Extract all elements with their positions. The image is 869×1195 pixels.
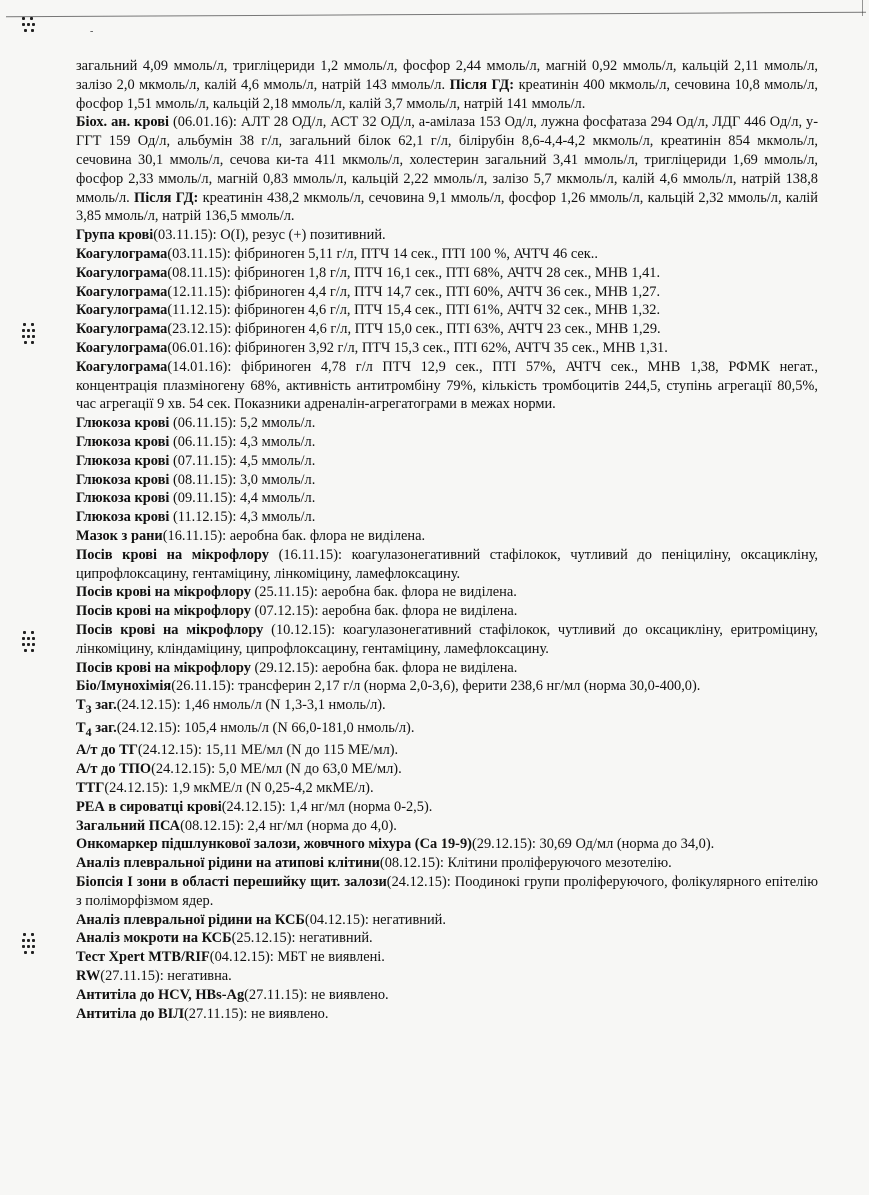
test-result: (06.11.15): 4,3 ммоль/л. <box>169 433 316 450</box>
result-paragraph <box>76 471 818 490</box>
result-paragraph <box>76 677 818 696</box>
test-result: (11.12.15): 4,3 ммоль/л. <box>169 509 316 526</box>
test-name: Глюкоза крові <box>76 433 170 450</box>
test-result: (26.11.15): трансферин 2,17 г/л (норма 2,0-3,6), ферити 238,6 нг/мл (норма 30,0-400,0). <box>171 678 701 695</box>
test-result: (14.01.16): фібриноген 4,78 г/л ПТЧ 12,9 сек., ПТІ 57%, АЧТЧ сек., МНВ 1,38, РФМК негат., концентрація плазміногену 68%, активність антитромбіну 79%, кількість тромбоцитів 244,5, ступінь агрегації 80,5%, час агрегації 9 хв. 54 сек. Показники адреналін-агрегатограми в межах норми. <box>76 358 818 413</box>
test-result: (12.11.15): фібриноген 4,4 г/л, ПТЧ 14,7 сек., ПТІ 60%, АЧТЧ 36 сек., МНВ 1,27. <box>167 283 661 300</box>
result-paragraph <box>76 798 818 817</box>
test-name: 3 <box>85 701 92 716</box>
scan-top-edge <box>6 12 866 18</box>
result-paragraph <box>76 602 818 621</box>
test-result: (08.11.15): фібриноген 1,8 г/л, ПТЧ 16,1 сек., ПТІ 68%, АЧТЧ 28 сек., МНВ 1,41. <box>167 264 661 281</box>
punch-marks-lower <box>22 932 38 956</box>
punch-marks-upper <box>22 322 38 346</box>
test-name: заг. <box>91 697 117 714</box>
test-result: (24.12.15): 1,4 нг/мл (норма 0-2,5). <box>221 798 433 815</box>
test-name: Глюкоза крові <box>76 471 170 488</box>
test-result: (08.12.15): Клітини проліферуючого мезотелію. <box>379 855 672 872</box>
test-name: Коагулограма <box>76 321 168 338</box>
result-paragraph <box>76 659 818 678</box>
test-result: (24.12.15): 1,9 мкМЕ/л (N 0,25-4,2 мкМЕ/л). <box>104 780 374 797</box>
test-result: (29.12.15): 30,69 Од/мл (норма до 34,0). <box>471 836 715 853</box>
test-name: Коагулограма <box>76 264 168 281</box>
test-name: Після ГД: <box>449 76 515 93</box>
test-name: Коагулограма <box>76 245 168 262</box>
test-result: (16.11.15): аеробна бак. флора не виділена. <box>162 527 426 544</box>
test-result: (24.12.15): 5,0 МЕ/мл (N до 63,0 МЕ/мл). <box>151 761 402 778</box>
test-name: Мазок з рани <box>76 527 163 544</box>
test-result: (07.11.15): 4,5 ммоль/л. <box>169 452 316 469</box>
scan-speck: - <box>90 26 94 37</box>
result-paragraph <box>76 489 818 508</box>
result-paragraph <box>76 113 818 226</box>
test-name: Глюкоза крові <box>76 452 170 469</box>
result-paragraph <box>76 452 818 471</box>
test-result: (08.12.15): 2,4 нг/мл (норма до 4,0). <box>180 817 397 834</box>
result-paragraph <box>76 621 818 659</box>
test-name: Т <box>76 719 86 736</box>
test-result: (11.12.15): фібриноген 4,6 г/л, ПТЧ 15,4 сек., ПТІ 61%, АЧТЧ 32 сек., МНВ 1,32. <box>167 302 661 319</box>
result-paragraph <box>76 1005 818 1024</box>
result-paragraph <box>76 264 818 283</box>
test-result: (08.11.15): 3,0 ммоль/л. <box>169 471 316 488</box>
test-name: РЕА в сироватці крові <box>76 798 222 815</box>
test-name: Онкомаркер підшлункової залози, жовчного міхура (Са 19-9) <box>76 836 472 853</box>
test-name: Біох. ан. крові <box>76 114 170 131</box>
test-name: Коагулограма <box>76 358 168 375</box>
result-paragraph <box>76 929 818 948</box>
test-result: креатинін 400 мкмоль/л, сечовина 10,8 ммоль/л, фосфор 1,51 ммоль/л, кальцій 2,18 ммоль/л, калій 3,7 ммоль/л, натрій 141 ммоль/л. <box>76 76 818 112</box>
test-name: А/т до ТПО <box>76 761 152 778</box>
test-result: (23.12.15): фібриноген 4,6 г/л, ПТЧ 15,0 сек., ПТІ 63%, АЧТЧ 23 сек., МНВ 1,29. <box>167 321 661 338</box>
result-paragraph <box>76 696 818 719</box>
result-paragraph <box>76 817 818 836</box>
test-name: Аналіз плевральної рідини на атипові клітини <box>76 855 380 872</box>
test-name: ТТГ <box>76 780 105 797</box>
punch-marks-middle <box>22 630 38 654</box>
result-paragraph <box>76 245 818 264</box>
result-paragraph <box>76 339 818 358</box>
result-paragraph <box>76 57 818 113</box>
result-paragraph <box>76 583 818 602</box>
test-result: (07.12.15): аеробна бак. флора не виділена. <box>250 603 518 620</box>
test-result: (04.12.15): негативний. <box>304 911 446 928</box>
test-result: (24.12.15): Поодинокі групи проліферуючого, фолікулярного епітелію з поліморфізмом ядер. <box>76 874 819 909</box>
test-name: Глюкоза крові <box>76 415 170 432</box>
test-result: (27.11.15): не виявлено. <box>244 986 389 1003</box>
result-paragraph <box>76 433 818 452</box>
test-result: (25.12.15): негативний. <box>231 930 373 947</box>
result-paragraph <box>76 911 818 930</box>
result-paragraph <box>76 283 818 302</box>
test-result: (27.11.15): не виявлено. <box>183 1005 329 1022</box>
test-result: (09.11.15): 4,4 ммоль/л. <box>169 490 316 507</box>
result-paragraph <box>76 779 818 798</box>
result-paragraph <box>76 948 818 967</box>
test-result: (03.11.15): O(I), резус (+) позитивний. <box>153 227 386 244</box>
test-name: Аналіз мокроти на КСБ <box>76 930 232 947</box>
test-name: Коагулограма <box>76 339 168 356</box>
test-result: (06.01.16): фібриноген 3,92 г/л, ПТЧ 15,3 сек., ПТІ 62%, АЧТЧ 35 сек., МНВ 1,31. <box>167 339 668 356</box>
test-result: (06.11.15): 5,2 ммоль/л. <box>169 415 316 432</box>
result-paragraph <box>76 320 818 339</box>
test-name: Антитіла до HCV, HBs-Ag <box>76 986 245 1003</box>
test-name: Після ГД: <box>134 189 199 206</box>
result-paragraph <box>76 719 818 742</box>
test-result: (24.12.15): 105,4 нмоль/л (N 66,0-181,0 нмоль/л). <box>116 719 415 736</box>
result-paragraph <box>76 760 818 779</box>
test-result: (04.12.15): МБТ не виявлені. <box>209 949 385 966</box>
test-name: Посів крові на мікрофлору <box>76 584 251 601</box>
result-paragraph <box>76 414 818 433</box>
result-paragraph <box>76 741 818 760</box>
test-result: (27.11.15): негативна. <box>100 968 232 984</box>
result-paragraph <box>76 546 818 584</box>
test-name: Аналіз плевральної рідини на КСБ <box>76 911 305 928</box>
test-name: Коагулограма <box>76 283 168 300</box>
test-name: Коагулограма <box>76 302 168 319</box>
test-name: А/т до ТГ <box>76 742 138 759</box>
test-name: Тест Xpert MTB/RIF <box>76 949 210 966</box>
test-name: Група крові <box>76 227 154 244</box>
result-paragraph <box>76 508 818 527</box>
result-paragraph <box>76 527 818 546</box>
test-name: Глюкоза крові <box>76 509 170 526</box>
test-name: RW <box>76 968 101 984</box>
test-result: загальний 4,09 ммоль/л, тригліцериди 1,2 ммоль/л, фосфор 2,44 ммоль/л, магній 0,92 ммоль/л, кальцій 2,11 ммоль/л, залізо 2,0 мкмоль/л, калій 4,6 ммоль/л, натрій 143 ммоль/л. <box>76 58 818 93</box>
result-paragraph <box>76 967 818 986</box>
result-paragraph <box>76 358 818 414</box>
test-result: (10.12.15): коагулазонегативний стафілокок, чутливий до оксацикліну, еритроміцину, лінкоміцину, кліндаміцину, ципрофлоксацину, гентаміцину, ламефлоксацину. <box>76 621 818 657</box>
test-name: 4 <box>85 724 92 739</box>
lab-results-text <box>76 57 818 1023</box>
test-result: (24.12.15): 1,46 нмоль/л (N 1,3-3,1 нмоль/л). <box>116 697 386 714</box>
test-result: (24.12.15): 15,11 МЕ/мл (N до 115 МЕ/мл). <box>137 742 399 759</box>
test-result: (25.11.15): аеробна бак. флора не виділена. <box>250 584 517 601</box>
scan-right-edge <box>862 0 863 16</box>
test-name: Глюкоза крові <box>76 490 170 507</box>
result-paragraph <box>76 986 818 1005</box>
test-name: Т <box>76 697 86 714</box>
test-name: Біо/Імунохімія <box>76 678 172 695</box>
test-result: (16.11.15): коагулазонегативний стафілокок, чутливий до пеніциліну, оксацикліну, ципрофлоксацину, гентаміцину, лінкоміцину, ламефлоксацину. <box>76 546 818 582</box>
test-name: заг. <box>91 719 117 736</box>
result-paragraph <box>76 835 818 854</box>
test-name: Антитіла до ВІЛ <box>76 1005 184 1022</box>
test-name: Загальний ПСА <box>76 817 181 834</box>
test-result: (03.11.15): фібриноген 5,11 г/л, ПТЧ 14 сек., ПТІ 100 %, АЧТЧ 46 сек.. <box>167 245 598 262</box>
test-name: Посів крові на мікрофлору <box>76 546 269 563</box>
test-name: Біопсія І зони в області перешийку щит. залози <box>76 874 387 891</box>
test-name: Посів крові на мікрофлору <box>76 621 264 638</box>
test-result: (06.01.16): АЛТ 28 ОД/л, АСТ 32 ОД/л, а-амілаза 153 Од/л, лужна фосфатаза 294 Од/л, ЛДГ 446 Од/л, у-ГГТ 159 Од/л, альбумін 38 г/л, загальний білок 62,1 г/л, білірубін 8,6-4,4-4,2 мкмоль/л, креатинін 854 мкмоль/л, сечовина 30,1 ммоль/л, сечова ки-та 411 мкмоль/л, холестерин загальний 3,41 ммоль/л, тригліцериди 1,69 ммоль/л, фосфор 2,33 ммоль/л, магній 0,83 ммоль/л, кальцій 2,22 ммоль/л, залізо 5,7 мкмоль/л, калій 4,6 ммоль/л, натрій 138,8 ммоль/л. <box>76 114 818 206</box>
result-paragraph <box>76 301 818 320</box>
result-paragraph <box>76 854 818 873</box>
test-result: (29.12.15): аеробна бак. флора не виділена. <box>250 659 518 676</box>
punch-marks-top <box>22 16 38 34</box>
result-paragraph <box>76 873 818 911</box>
test-name: Посів крові на мікрофлору <box>76 603 251 620</box>
test-result: креатинін 438,2 мкмоль/л, сечовина 9,1 ммоль/л, фосфор 1,26 ммоль/л, кальцій 2,32 ммоль/л, калій 3,85 ммоль/л, натрій 136,5 ммоль/л. <box>76 189 818 225</box>
result-paragraph <box>76 226 818 245</box>
test-name: Посів крові на мікрофлору <box>76 659 251 676</box>
